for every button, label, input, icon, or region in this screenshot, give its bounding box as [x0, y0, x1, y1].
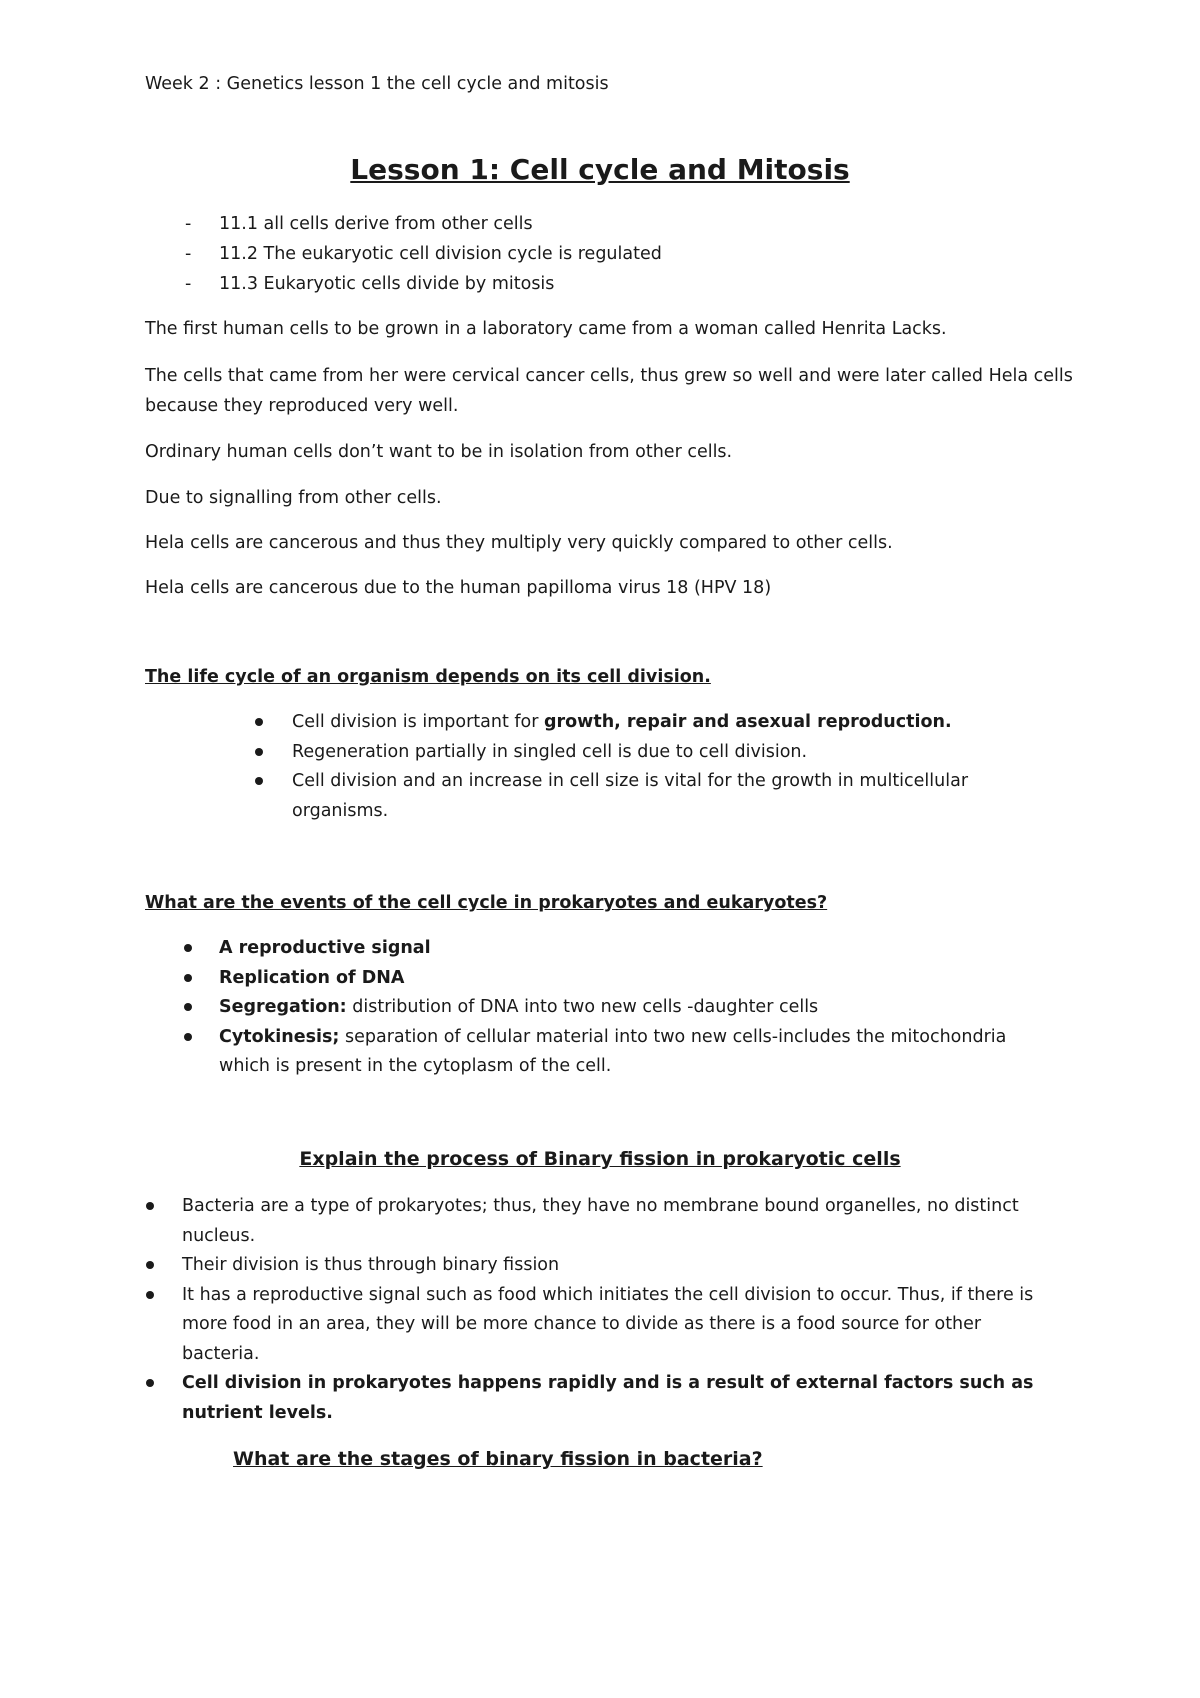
list-item — [292, 738, 1012, 768]
objective-text: 11.3 Eukaryotic cells divide by mitosis — [219, 274, 555, 294]
section-heading: What are the stages of binary fission in bacteria? — [233, 1448, 763, 1470]
list-item-text-bold: Cell division in prokaryotes happens rapidly and is a result of external factors such as nutrient levels. — [182, 1373, 1034, 1423]
section-heading: What are the events of the cell cycle in prokaryotes and eukaryotes? — [145, 893, 828, 913]
list-item-text — [182, 1369, 1062, 1428]
bullet-list — [292, 708, 1012, 826]
list-item-text — [182, 1251, 1062, 1281]
list-item-text — [219, 993, 1059, 1023]
list-item-text — [292, 738, 1012, 768]
objective-text: 11.1 all cells derive from other cells — [219, 214, 533, 234]
bullet-icon — [255, 718, 263, 726]
list-item — [182, 1251, 1062, 1281]
list-item-text-normal: Cell division and an increase in cell size is vital for the growth in multicellular organisms. — [292, 771, 969, 821]
bullet-icon — [184, 944, 192, 952]
list-item — [182, 1192, 1062, 1251]
list-item-text — [182, 1192, 1062, 1251]
list-item-text-bold: Cytokinesis; — [219, 1026, 340, 1047]
list-item-text-normal: Cell division is important for — [292, 712, 544, 732]
list-item-text — [219, 934, 1059, 964]
list-item-text-normal: separation of cellular material into two new cells-includes the mitochondria which is present in the cytoplasm of the cell. — [219, 1026, 1007, 1076]
bullet-list — [182, 1192, 1062, 1428]
bullet-icon — [146, 1291, 154, 1299]
dash-marker: - — [185, 274, 192, 294]
bullet-icon — [146, 1379, 154, 1387]
bullet-icon — [146, 1202, 154, 1210]
list-item-text-normal: distribution of DNA into two new cells -daughter cells — [346, 997, 819, 1017]
dash-marker: - — [185, 244, 192, 264]
page-header: Week 2 : Genetics lesson 1 the cell cycle and mitosis — [145, 74, 609, 94]
bullet-icon — [184, 1033, 192, 1041]
paragraph: Due to signalling from other cells. — [145, 488, 442, 508]
paragraph: Ordinary human cells don’t want to be in isolation from other cells. — [145, 442, 733, 462]
list-item — [219, 993, 1059, 1023]
paragraph: Hela cells are cancerous due to the human papilloma virus 18 (HPV 18) — [145, 578, 772, 598]
list-item-text — [292, 767, 1012, 826]
list-item-text-bold: Segregation: — [219, 997, 347, 1017]
list-item-text-bold: A reproductive signal — [219, 938, 431, 958]
list-item — [219, 964, 1059, 994]
page-title: Lesson 1: Cell cycle and Mitosis — [350, 153, 850, 186]
list-item — [182, 1281, 1062, 1370]
list-item-text — [292, 708, 1012, 738]
list-item — [219, 934, 1059, 964]
paragraph: The cells that came from her were cervical cancer cells, thus grew so well and were later called Hela cells because they reproduced very well. — [145, 366, 1073, 416]
list-item-text-normal: It has a reproductive signal such as food which initiates the cell division to occur. Thus, if there is more food in an area, they will be more chance to divide as there is a food source for other bacteria. — [182, 1284, 1034, 1364]
dash-marker: - — [185, 214, 192, 234]
list-item-text-normal: Regeneration partially in singled cell is due to cell division. — [292, 741, 808, 762]
objective-text: 11.2 The eukaryotic cell division cycle is regulated — [219, 244, 662, 264]
list-item-text — [219, 964, 1059, 994]
list-item-text — [219, 1023, 1059, 1082]
bullet-icon — [255, 748, 263, 756]
paragraph: Hela cells are cancerous and thus they multiply very quickly compared to other cells. — [145, 533, 893, 553]
list-item-text-bold: growth, repair and asexual reproduction. — [544, 712, 952, 732]
list-item — [219, 1023, 1059, 1082]
list-item-text-normal: Their division is thus through binary fission — [182, 1255, 560, 1275]
list-item — [292, 708, 1012, 738]
bullet-icon — [184, 974, 192, 982]
bullet-icon — [255, 777, 263, 785]
section-heading: The life cycle of an organism depends on its cell division. — [145, 667, 711, 687]
section-heading: Explain the process of Binary fission in prokaryotic cells — [299, 1148, 901, 1170]
list-item-text-bold: Replication of DNA — [219, 967, 405, 988]
list-item — [292, 767, 1012, 826]
paragraph: The first human cells to be grown in a laboratory came from a woman called Henrita Lacks. — [145, 319, 947, 339]
list-item-text — [182, 1281, 1062, 1370]
list-item — [182, 1369, 1062, 1428]
bullet-icon — [184, 1003, 192, 1011]
bullet-list — [219, 934, 1059, 1082]
list-item-text-normal: Bacteria are a type of prokaryotes; thus, they have no membrane bound organelles, no distinct nucleus. — [182, 1196, 1019, 1246]
bullet-icon — [146, 1261, 154, 1269]
